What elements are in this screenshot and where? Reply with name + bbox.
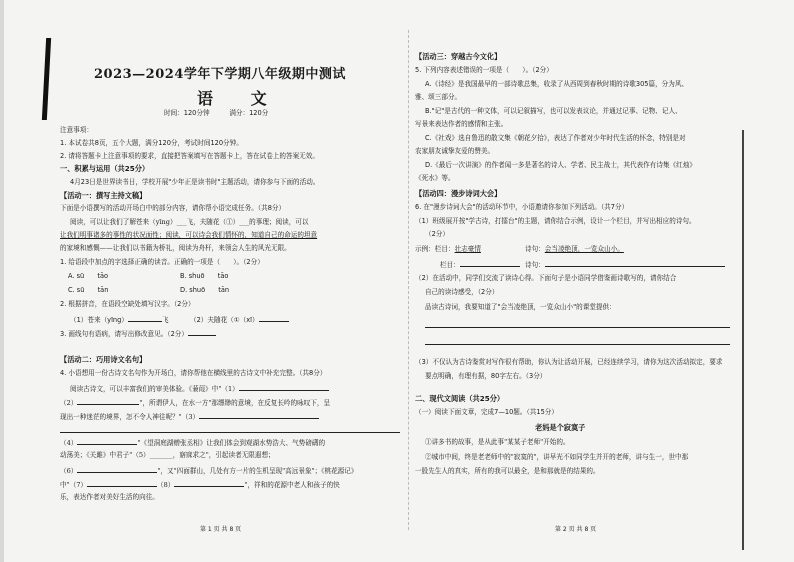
q4-blank-8[interactable] <box>174 480 244 487</box>
section-2-heading: 二、现代文阅读（共25分） <box>415 394 505 403</box>
q4-answer-line[interactable] <box>60 432 400 433</box>
q6-example-poem-text: 会当凌绝顶，一览众山小。 <box>544 245 624 253</box>
q2-blank-1[interactable] <box>128 315 162 322</box>
q4-2-label: （2） <box>60 399 78 407</box>
essay-paragraph-2b: 一股先生人的真实，所有的我可以最全，是和那就是的结果的。 <box>415 467 600 475</box>
q6-example-column: 壮志豪情 <box>454 245 481 253</box>
q6-poem-label: 诗句： <box>525 261 545 269</box>
q4-3-text: 现出一种迷茫的境界，怎不令人神往呢？"（3） <box>60 413 200 421</box>
page-divider <box>408 30 409 530</box>
q1-option-b[interactable]: B. shuō tāo <box>180 272 229 280</box>
essay-title: 老妈是个寂寞子 <box>535 423 586 432</box>
q4-blank-4[interactable] <box>77 438 137 445</box>
q6-column-label: 栏目： <box>440 261 460 269</box>
q4-7-label: （6） <box>60 467 78 475</box>
q6-poem-answer <box>525 260 725 269</box>
q4-line-6: 动荡美；《关雎》中君子"（5）_______，寤寐求之"，引起读者无限遐想； <box>60 451 275 459</box>
q5-option-a-2: 雅、颂三部分。 <box>415 93 462 101</box>
q4-blank-3[interactable] <box>199 412 319 419</box>
essay-paragraph-1: ①讲多书的故事，是从此事"某某子老师"开始的。 <box>425 438 570 446</box>
q3-blank[interactable] <box>188 329 216 336</box>
q2-item-1-tail: 飞 <box>161 316 169 324</box>
q6-part-3-b: 要点明确，有理有据，80字左右。（3分） <box>425 372 547 380</box>
activity-1-heading: 【活动一：撰写主持文稿】 <box>60 191 147 200</box>
scan-right-edge <box>742 130 744 550</box>
notice-title: 注意事项： <box>60 126 93 134</box>
passage-line-2: 让我们明事诸多的事性的状况面性；阅读，可以诗会我们情怀的，知道自己的命运的坦意 <box>60 231 318 239</box>
q4-blank-7[interactable] <box>87 480 157 487</box>
q1-option-d[interactable]: D. shuō tān <box>180 286 230 294</box>
q6-example-poem-label: 诗句： <box>525 245 545 253</box>
q6-example-label: 示例：栏目： <box>415 245 455 253</box>
q4-blank-1[interactable] <box>239 384 329 391</box>
time-score: 时间：120分钟 满分：120分 <box>164 109 269 117</box>
q4-8-text: "，祥和的花源中老人和孩子的快 <box>244 481 340 489</box>
exam-subject: 语 文 <box>197 89 283 108</box>
page-number-right: 第 2 页 共 8 页 <box>555 526 597 533</box>
intro-text: 4月23日是世界读书日，学校开展"少年正是读书时"主题活动，请你参与下面的活动。 <box>70 178 320 186</box>
q6-column-answer <box>440 260 520 269</box>
q5-option-c-1[interactable]: C.《社戏》选自鲁迅的散文集《朝花夕拾》，表达了作者对少年时代生活的怀念，特别是对 <box>425 134 686 142</box>
q4-blank-2[interactable] <box>77 398 139 405</box>
q6-part-2-c: 品读古诗词，我要知道了"会当凌绝顶，一览众山小"的课堂提供： <box>425 303 616 311</box>
q2-item-1 <box>70 315 168 324</box>
q5-option-d-2: 《死水》等。 <box>415 174 455 182</box>
q2-blank-2[interactable] <box>259 315 289 322</box>
q4-lead-text: 阅读古诗文，可以丰富我们的审美体验。《蒹葭》中"（1） <box>70 385 239 393</box>
q2-item-2-label: （2）夫随花（①（xī） <box>190 316 259 324</box>
notice-2: 2. 请将答题卡上注意事项的要求，直接把答案填写在答题卡上，答在试卷上的答案无效。 <box>60 152 319 160</box>
q4-5-text: "《望洞庭湖赠张丞相》让我们体会到观湖水势浩大、气势磅礴的 <box>137 439 326 447</box>
question-3-text: 3. 画线句有语病，请写出修改意见。（2分） <box>60 330 188 338</box>
q4-line-4 <box>60 438 325 447</box>
q1-option-c[interactable]: C. sū tān <box>68 286 109 294</box>
q6-part-1-points: （2分） <box>425 230 449 238</box>
question-1: 1. 给语段中加点的字选择正确的读音。正确的一项是（ ）。（2分） <box>60 258 264 266</box>
notice-1: 1. 本试卷共8页，五个大题，满分120分，考试时间120分钟。 <box>60 139 243 147</box>
activity-2-heading: 【活动二：巧用诗文名句】 <box>60 355 147 364</box>
question-5: 5. 下列内容表述错误的一项是（ ）。（2分） <box>415 66 553 74</box>
q5-option-b-2: 写景来表达作者的感情和主张。 <box>415 120 508 128</box>
q6-answer-line-2[interactable] <box>425 344 730 345</box>
page-number-left: 第 1 页 共 8 页 <box>200 526 242 533</box>
q4-8-label: 中"（7） <box>60 481 88 489</box>
exam-title: 2023—2024学年下学期八年级期中测试 <box>94 67 346 82</box>
q6-answer-line-1[interactable] <box>425 327 730 328</box>
activity-3-heading: 【活动三：穿越古今文化】 <box>415 52 502 61</box>
q6-part-3-a: （3）不仅认为古诗鉴赏对写作很有帮助，你认为让活动开展，已经连续学习，请你为这次活动拟定，要求 <box>415 358 723 366</box>
q2-item-1-label: （1）苍来（yīng） <box>70 316 128 324</box>
q4-line-7 <box>60 466 357 475</box>
q6-part-1: （1）班级展开按"学古诗，打擂台"的主题，请你结合示例，设计一个栏目，并写出相应的诗句。 <box>415 217 696 225</box>
q4-line-9: 乐，表达作者对美好生活的向往。 <box>60 493 159 501</box>
passage-line-1: 阅读，可以让我们了解苍来（yīng）___飞，夫随花（①）___的事理；阅读，可以 <box>70 218 309 226</box>
q5-option-c-2: 农家朋友诚挚友爱的赞美。 <box>415 147 495 155</box>
question-3 <box>60 329 216 338</box>
question-6: 6. 在"漫步诗词大会"的活动环节中，小语邀请你参加下列活动。（共7分） <box>415 203 629 211</box>
passage-line-3: 的家境和感慨——让我们以书籍为桥礼，阅读为舟杆，来领会人生的风光无限。 <box>60 244 291 252</box>
q4-2-text: "，所谓伊人，在水一方"那缥缈的意境，在反复长吟的咏叹下，呈 <box>139 399 331 407</box>
scan-edge-mark <box>42 38 51 120</box>
q4-blank-6[interactable] <box>77 466 157 473</box>
essay-paragraph-2a: ②城市中间，终是老老师中的"寂寞的"，讲早光不如同学生并开的老师，讲与生一，世中那 <box>425 453 689 461</box>
question-2: 2. 根据拼音，在语段空缺处填写汉字。（2分） <box>60 300 195 308</box>
q6-poem-input[interactable] <box>545 260 725 267</box>
q4-lead <box>70 384 329 393</box>
question-4: 4. 小语想用一份古诗文名句作为开场白，请你帮他在横线里的古诗文中补充完整。（共8分） <box>60 369 327 377</box>
q5-option-d-1[interactable]: D.《最后一次讲演》的作者闻一多是著名的诗人、学者、民主战士，其代表作有诗集《红烛》 <box>425 161 696 169</box>
q4-4-label: （4） <box>60 439 78 447</box>
q6-part-2-b: 自己的读诗感受，（2分） <box>425 288 499 296</box>
q6-part-2: （2）在活动中，同学们交流了读诗心得。下面句子是小语同学借鉴画诗歌写的，请你结合 <box>415 274 677 282</box>
q4-line-2 <box>60 398 330 407</box>
q1-option-a[interactable]: A. sū tāo <box>68 272 109 280</box>
q2-item-2 <box>190 315 289 324</box>
q6-example <box>415 246 481 253</box>
binding-edge <box>0 0 4 562</box>
q4-7-text: "，又"四面群山，几处有方一片的生机呈现"高远景象"；《桃花源记》 <box>157 467 358 475</box>
reading-1-intro: （一）阅读下面文章，完成7—10题。（共15分） <box>415 408 558 416</box>
q4-8b-label: （8） <box>157 481 175 489</box>
activity-1-desc: 下面是小语撰写的活动开场白中的部分内容，请你帮小语完成任务。（共8分） <box>60 204 286 212</box>
activity-4-heading: 【活动四：漫步诗词大会】 <box>415 189 502 198</box>
q5-option-a-1[interactable]: A.《诗经》是我国最早的一部诗歌总集，收录了从西周到春秋时期的诗歌305篇，分为风、 <box>425 80 689 88</box>
q6-column-input[interactable] <box>460 260 520 267</box>
q6-example-poem <box>525 246 624 253</box>
q4-line-3 <box>60 412 319 421</box>
q4-line-8 <box>60 480 340 489</box>
section-1-heading: 一、积累与运用（共25分） <box>60 164 150 173</box>
q5-option-b-1[interactable]: B."记"是古代的一种文体，可以记叙描写，也可以发表议论，并通过记事、记物、记人、 <box>425 107 682 115</box>
